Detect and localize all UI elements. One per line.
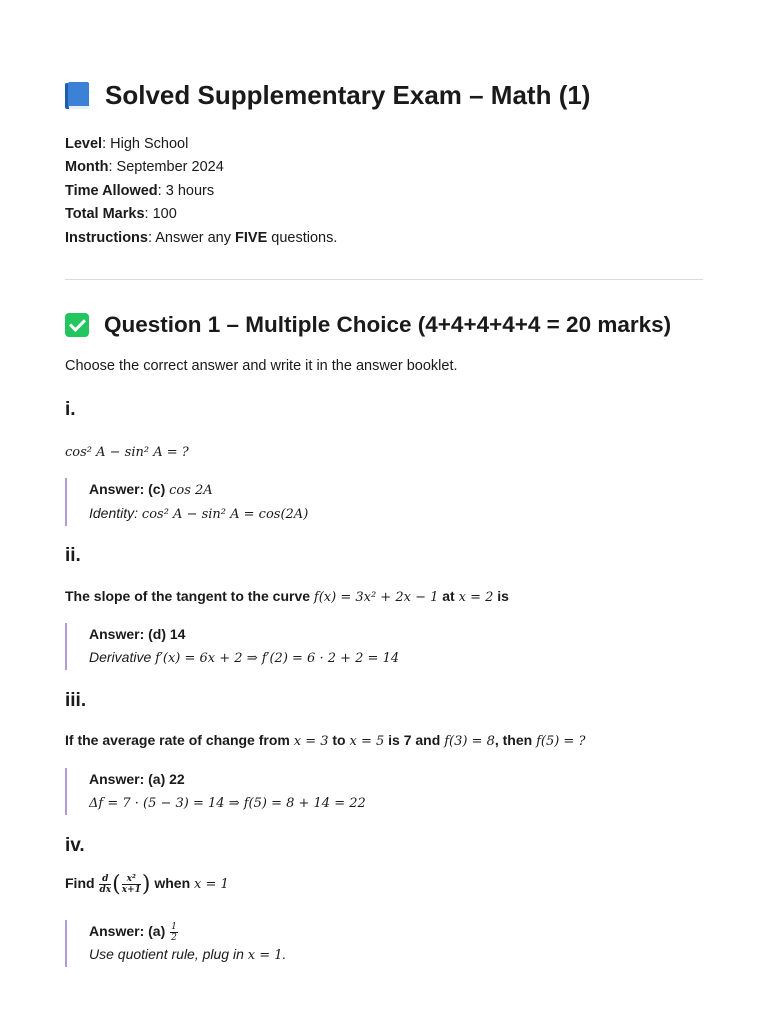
answer-fraction: $\frac{1}{2}$ [171, 921, 177, 943]
page-title [65, 80, 590, 111]
item-i-statement: cos² A − sin² A = ? [65, 445, 189, 460]
item-iii-number: iii. [65, 690, 87, 711]
item-iii-answer: Answer: (a) 22 Δf = 7 · (5 − 3) = 14 ⇒ f(5) = 8 + 14 = 22 [65, 768, 366, 815]
item-iv-number: iv. [65, 835, 85, 856]
item-ii-statement: The slope of the tangent to the curve f(x) = 3x² + 2x − 1 at x = 2 is [65, 588, 509, 605]
function-fraction: $\frac{\text{x²}}{x+1}$ [121, 874, 141, 895]
meta-time: Time Allowed: 3 hours [65, 182, 215, 199]
meta-instructions: Instructions: Answer any FIVE questions. [65, 229, 338, 246]
question-1-title: Question 1 – Multiple Choice (4+4+4+4+4 = 20 marks) [65, 312, 671, 338]
meta-month: Month: September 2024 [65, 159, 224, 176]
item-ii-number: ii. [65, 545, 81, 566]
meta-level: Level: High School [65, 136, 189, 152]
meta-marks: Total Marks: 100 [65, 206, 177, 223]
question-1-instruction: Choose the correct answer and write it in the answer booklet. [65, 358, 458, 374]
item-iv-answer: Answer: (a) $\frac{1}{2}$ Use quotient rule, plug in x = 1. [65, 920, 286, 967]
item-ii-answer: Answer: (d) 14 Derivative f′(x) = 6x + 2 ⇒ f′(2) = 6 · 2 + 2 = 14 [65, 623, 399, 670]
book-icon [65, 82, 89, 110]
exam-meta [65, 133, 337, 250]
page-title-text: Solved Supplementary Exam – Math (1) [105, 80, 591, 110]
item-iv-statement: Find $\frac{d}{dx}$ ( $\frac{\text{x²}}{x+1}$ ) when x = 1 [65, 872, 229, 897]
derivative-fraction: $\frac{d}{dx}$ [99, 874, 112, 895]
item-i-answer: Answer: (c) cos 2A Identity: cos² A − sin² A = cos(2A) [65, 478, 308, 526]
check-icon [65, 313, 89, 337]
item-iii-statement: If the average rate of change from x = 3 to x = 5 is 7 and f(3) = 8, then f(5) = ? [65, 732, 586, 749]
section-divider [65, 279, 703, 280]
item-i-number: i. [65, 399, 76, 420]
